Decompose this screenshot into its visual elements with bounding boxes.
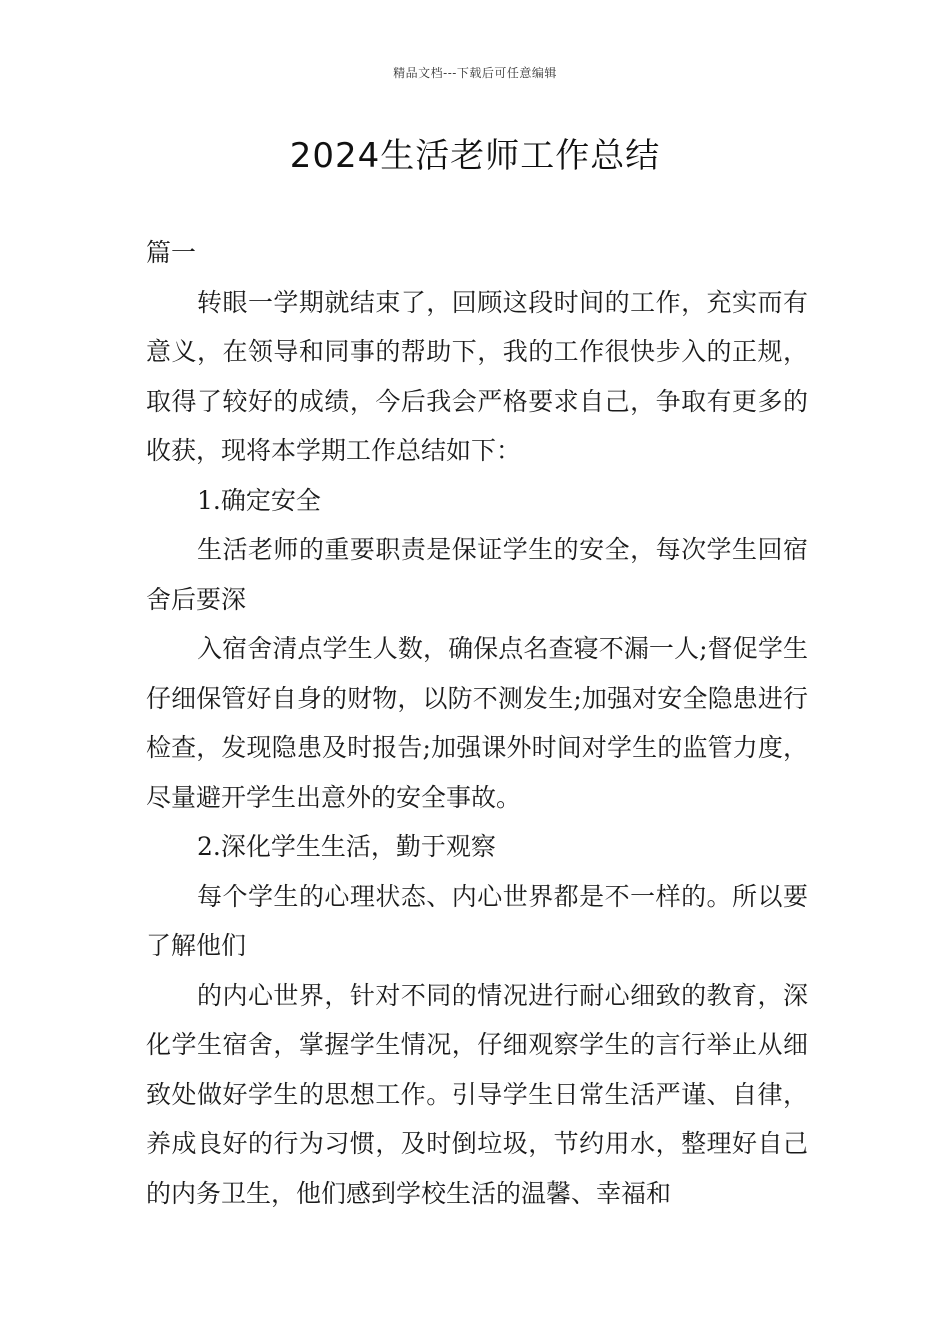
document-title: 2024生活老师工作总结 (289, 136, 661, 176)
page-header: 精品文档---下载后可任意编辑 (393, 66, 557, 80)
paragraph: 2.深化学生生活，勤于观察 (197, 832, 496, 861)
paragraph: 1.确定安全 (197, 485, 321, 515)
document-body (146, 228, 808, 1218)
paragraph: 每个学生的心理状态、内心世界都是不一样的。所以要了解他们 (146, 881, 808, 960)
section-heading: 篇一 (146, 238, 197, 267)
paragraph: 的内心世界，针对不同的情况进行耐心细致的教育，深化学生宿舍，掌握学生情况，仔细观察学生的言行举止从细致处做好学生的思想工作。引导学生日常生活严谨、自律，养成良好的行为习惯，及时倒垃圾，节约用水，整理好自己的内务卫生，他们感到学校生活的温馨、幸福和 (146, 980, 808, 1208)
paragraph: 转眼一学期就结束了，回顾这段时间的工作，充实而有意义，在领导和同事的帮助下，我的工作很快步入的正规，取得了较好的成绩，今后我会严格要求自己，争取有更多的收获，现将本学期工作总结如下： (146, 287, 808, 465)
paragraph: 入宿舍清点学生人数，确保点名查寝不漏一人;督促学生仔细保管好自身的财物，以防不测发生;加强对安全隐患进行检查，发现隐患及时报告;加强课外时间对学生的监管力度，尽量避开学生出意外的安全事故。 (146, 634, 808, 812)
paragraph: 生活老师的重要职责是保证学生的安全，每次学生回宿舍后要深 (146, 535, 808, 614)
